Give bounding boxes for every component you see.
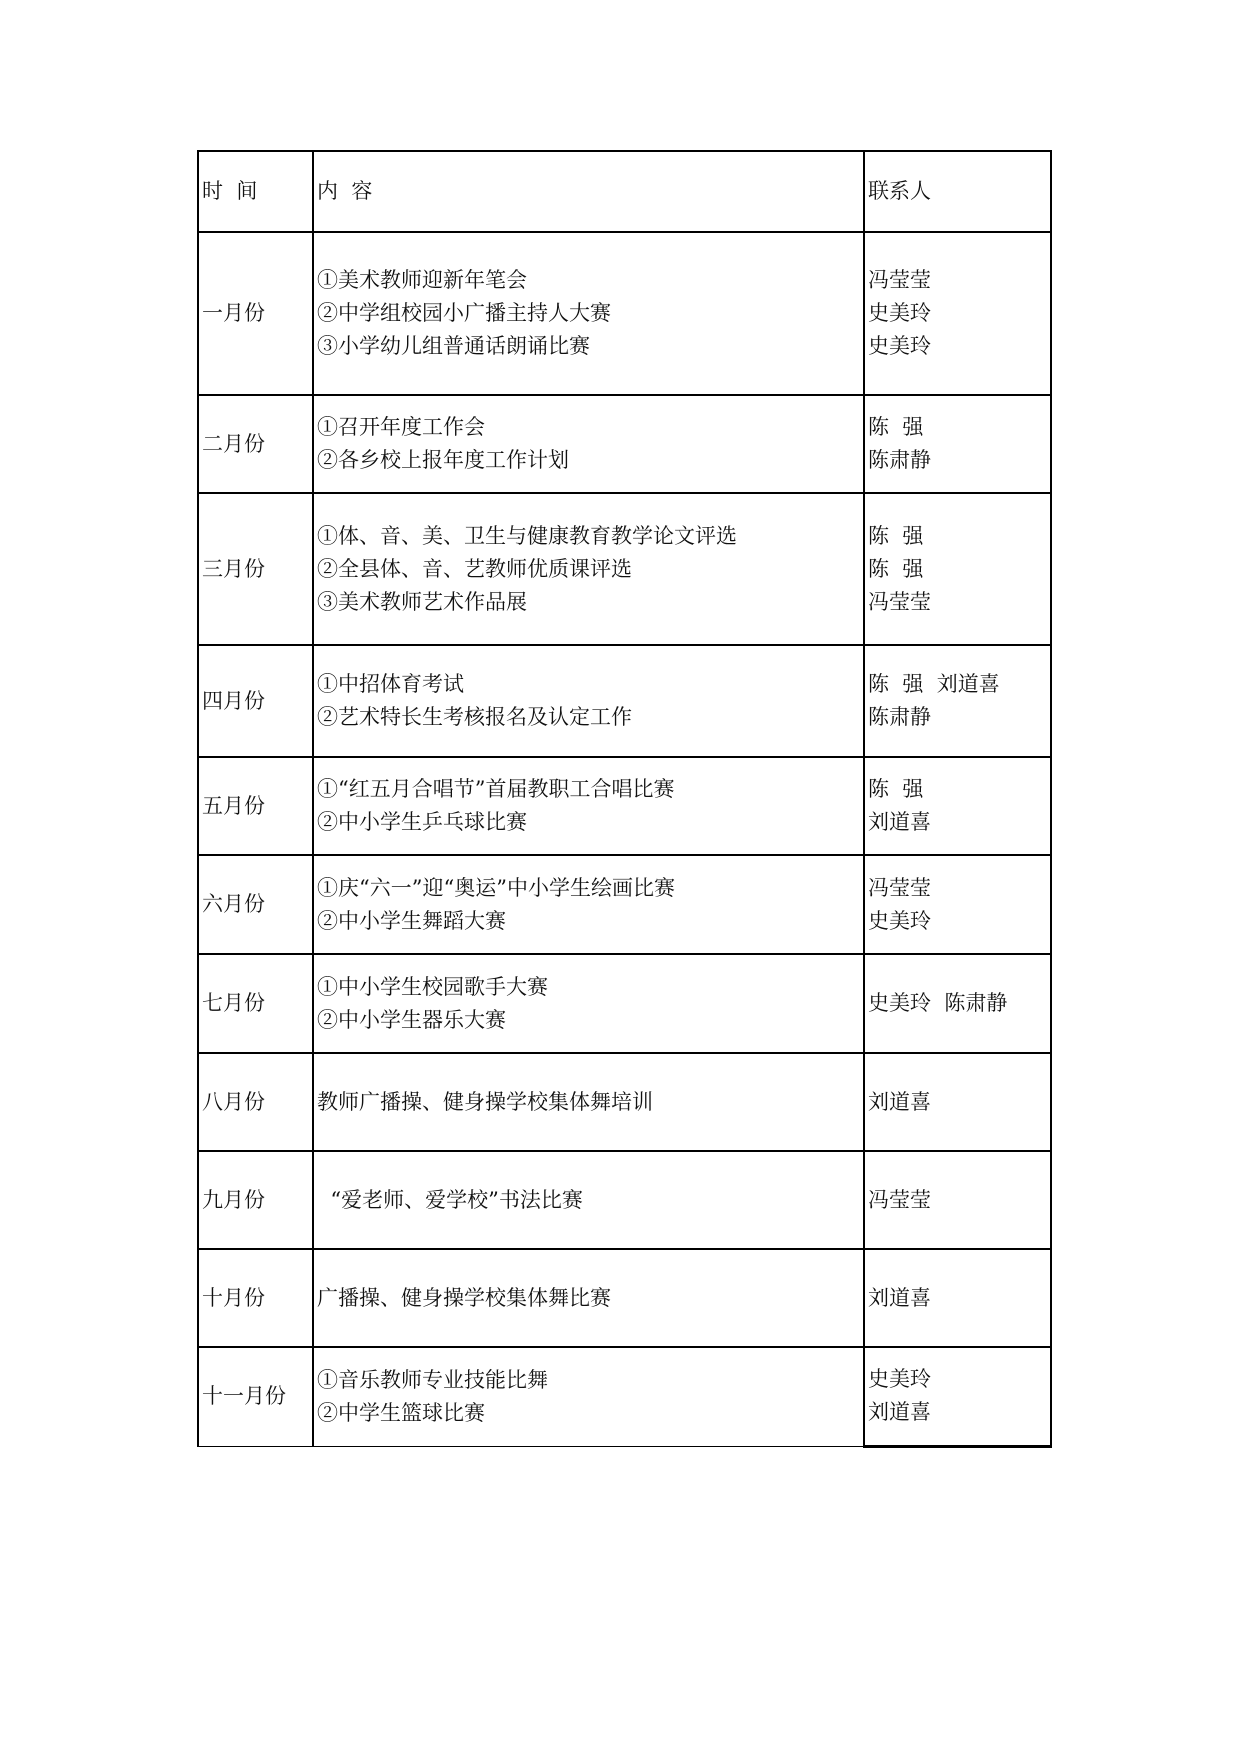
contact-name: 史美玲 陈肃静 (868, 991, 1008, 1015)
contact-cell (864, 493, 1051, 645)
activity-item: ②中学组校园小广播主持人大赛 (317, 301, 611, 325)
month-label: 八月份 (202, 1089, 265, 1114)
contact-cell (864, 645, 1051, 757)
contact-name: 史美玲 (868, 301, 931, 325)
contact-cell (864, 1249, 1051, 1347)
contact-name: 刘道喜 (868, 1400, 931, 1425)
contact-name: 陈 强 (868, 556, 924, 581)
contact-name: 陈肃静 (868, 448, 931, 472)
contact-cell (864, 1053, 1051, 1151)
table-row (198, 757, 1051, 855)
contact-name: 冯莹莹 (868, 875, 931, 900)
contact-name: 陈 强 (868, 415, 924, 439)
contact-name: 冯莹莹 (868, 268, 931, 292)
table-row (198, 954, 1051, 1053)
month-cell (198, 232, 313, 395)
contact-cell (864, 395, 1051, 493)
activity-item: ②中小学生器乐大赛 (317, 1007, 506, 1032)
contact-cell (864, 232, 1051, 395)
month-cell (198, 954, 313, 1053)
contact-cell (864, 954, 1051, 1053)
activity-item: ①庆“六一”迎“奥运”中小学生绘画比赛 (317, 875, 675, 900)
activity-item: ③小学幼儿组普通话朗诵比赛 (317, 334, 590, 358)
header-contact-label: 联系人 (868, 179, 931, 203)
contact-name: 刘道喜 (868, 1089, 931, 1114)
activity-item: 广播操、健身操学校集体舞比赛 (317, 1285, 611, 1310)
table-row (198, 1053, 1051, 1151)
activity-item: ②全县体、音、艺教师优质课评选 (317, 556, 632, 581)
header-content-label: 内 容 (317, 179, 373, 203)
month-cell (198, 493, 313, 645)
month-label: 九月份 (202, 1187, 265, 1212)
activity-schedule-table (197, 150, 1052, 1448)
activity-item: ①中小学生校园歌手大赛 (317, 974, 548, 999)
contact-name: 刘道喜 (868, 1285, 931, 1310)
table-row (198, 493, 1051, 645)
activity-item: ①召开年度工作会 (317, 415, 485, 439)
activity-item: 教师广播操、健身操学校集体舞培训 (317, 1089, 653, 1114)
contact-name: 陈 强 刘道喜 (868, 672, 1000, 696)
table-row (198, 645, 1051, 757)
contact-name: 刘道喜 (868, 810, 931, 834)
header-time (198, 151, 313, 232)
contact-name: 陈肃静 (868, 705, 931, 729)
contact-cell (864, 855, 1051, 954)
activity-item: ②中小学生乒乓球比赛 (317, 810, 527, 834)
contact-name: 史美玲 (868, 908, 931, 933)
activity-item: ②中小学生舞蹈大赛 (317, 908, 506, 933)
month-cell (198, 645, 313, 757)
content-cell (313, 757, 864, 855)
month-cell (198, 1249, 313, 1347)
month-label: 七月份 (202, 991, 265, 1015)
table-row (198, 232, 1051, 395)
content-cell (313, 493, 864, 645)
month-label: 十一月份 (202, 1384, 286, 1409)
month-cell (198, 1347, 313, 1446)
content-cell (313, 1347, 864, 1446)
activity-item: ②各乡校上报年度工作计划 (317, 448, 569, 472)
contact-name: 冯莹莹 (868, 1187, 931, 1212)
header-contact (864, 151, 1051, 232)
table-header-row (198, 151, 1051, 232)
month-label: 十月份 (202, 1285, 265, 1310)
content-cell (313, 855, 864, 954)
month-label: 一月份 (202, 301, 265, 325)
table-row (198, 1151, 1051, 1249)
activity-item: ①体、音、美、卫生与健康教育教学论文评选 (317, 523, 737, 548)
table-row (198, 395, 1051, 493)
month-cell (198, 1053, 313, 1151)
month-cell (198, 395, 313, 493)
contact-cell (864, 1347, 1051, 1446)
activity-item: ①中招体育考试 (317, 672, 464, 696)
header-content (313, 151, 864, 232)
month-label: 二月份 (202, 431, 265, 456)
month-cell (198, 1151, 313, 1249)
activity-item: ③美术教师艺术作品展 (317, 589, 527, 614)
contact-name: 史美玲 (868, 1367, 931, 1392)
activity-item: “爱老师、爱学校”书法比赛 (317, 1187, 583, 1212)
contact-name: 史美玲 (868, 334, 931, 358)
month-label: 六月份 (202, 892, 265, 916)
month-cell (198, 855, 313, 954)
activity-item: ②中学生篮球比赛 (317, 1400, 485, 1425)
activity-item: ②艺术特长生考核报名及认定工作 (317, 705, 632, 729)
table-row (198, 1249, 1051, 1347)
activity-item: ①“红五月合唱节”首届教职工合唱比赛 (317, 777, 675, 801)
contact-cell (864, 1151, 1051, 1249)
month-label: 五月份 (202, 793, 265, 818)
content-cell (313, 954, 864, 1053)
activity-item: ①美术教师迎新年笔会 (317, 268, 527, 292)
table-row (198, 855, 1051, 954)
content-cell (313, 232, 864, 395)
month-label: 三月份 (202, 556, 265, 581)
header-time-label: 时 间 (202, 179, 258, 203)
content-cell (313, 1053, 864, 1151)
contact-cell (864, 757, 1051, 855)
contact-name: 陈 强 (868, 523, 924, 548)
activity-item: ①音乐教师专业技能比舞 (317, 1367, 548, 1392)
month-cell (198, 757, 313, 855)
content-cell (313, 395, 864, 493)
content-cell (313, 1151, 864, 1249)
month-label: 四月份 (202, 688, 265, 713)
contact-name: 陈 强 (868, 777, 924, 801)
content-cell (313, 645, 864, 757)
contact-name: 冯莹莹 (868, 589, 931, 614)
table-row (198, 1347, 1051, 1446)
content-cell (313, 1249, 864, 1347)
